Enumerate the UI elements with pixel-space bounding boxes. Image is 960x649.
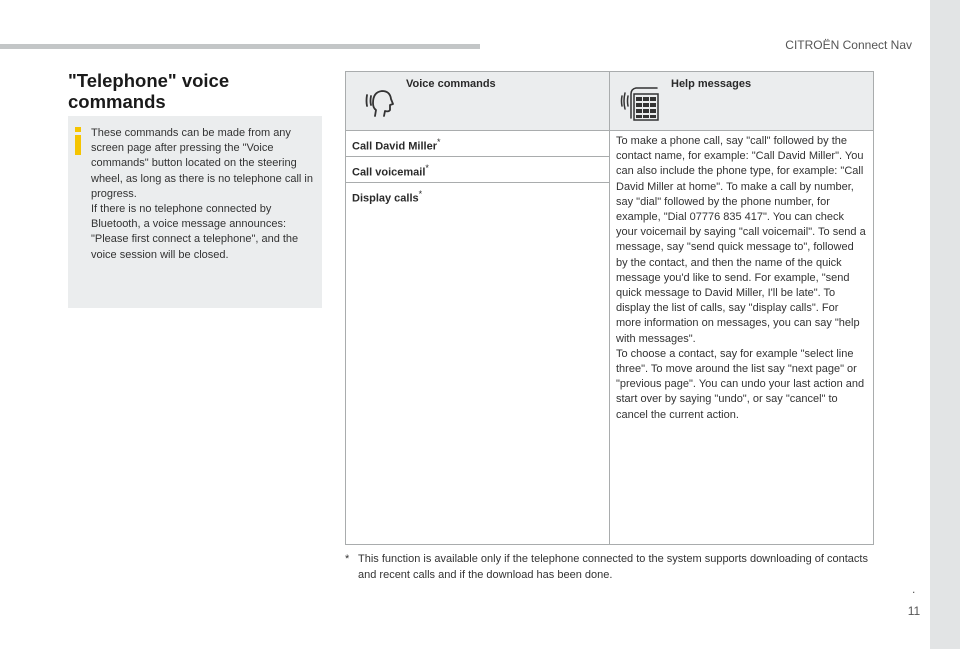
command-asterisk: * [418,189,423,199]
footnote-asterisk: * [345,553,350,565]
page-edge-strip [930,0,960,649]
command-label: Display calls [352,192,419,205]
col-voice-commands-label: Voice commands [406,78,496,90]
help-paragraph: To make a phone call, say "call" followed by the contact name, for example: "Call David Miller". You can also include the phone type, for example: "Call David Miller at home". To make a call by number, say "dial" followed by the phone number, for example, "Dial 07776 835 417". You can check your voicemail by saying "call voicemail". To send a message, say "send quick message to", followed by the contact, and then the name of the quick message you'd like to send. For example, "send quick message to David Miller, I'll be late". To display the list of calls, say "display calls". For more information on messages, you can say "help with messages". [616,135,866,345]
help-messages-cell [616,134,866,423]
info-box [68,116,322,308]
footnote-text: This function is available only if the telephone connected to the system supports downloading of contacts and recent calls and if the download has been done. [358,553,868,581]
info-paragraph: These commands can be made from any screen page after pressing the "Voice commands" button located on the steering wheel, as long as there is no telephone call in progress. [91,127,313,200]
help-paragraph: To choose a contact, say for example "select line three". To move around the list say "next page" or "previous page". You can undo your last action and start over by saying "undo", or say "cancel" to cancel the current action. [616,347,865,421]
voice-command-icon [360,84,396,120]
command-cell [346,183,609,213]
col-help-messages-label: Help messages [671,78,752,90]
command-asterisk: * [436,137,441,147]
header-rule [0,44,480,49]
command-asterisk: * [425,163,429,173]
voice-commands-table [345,71,874,545]
command-cell [346,157,609,183]
section-title: "Telephone" voice commands [68,70,230,112]
page-number: 11 [907,604,921,618]
command-label: Call David Miller [352,140,437,153]
command-cell [346,131,609,157]
command-label: Call voicemail [352,166,426,179]
header-brand: CITROËN Connect Nav [785,38,912,52]
info-icon [73,127,83,155]
info-text [91,126,318,263]
phone-keypad-icon [619,82,661,122]
page-marker: . [912,582,916,596]
column-divider [609,72,610,544]
info-paragraph: If there is no telephone connected by Bluetooth, a voice message announces: "Please first connect a telephone", and the voice session will be closed. [91,203,299,261]
